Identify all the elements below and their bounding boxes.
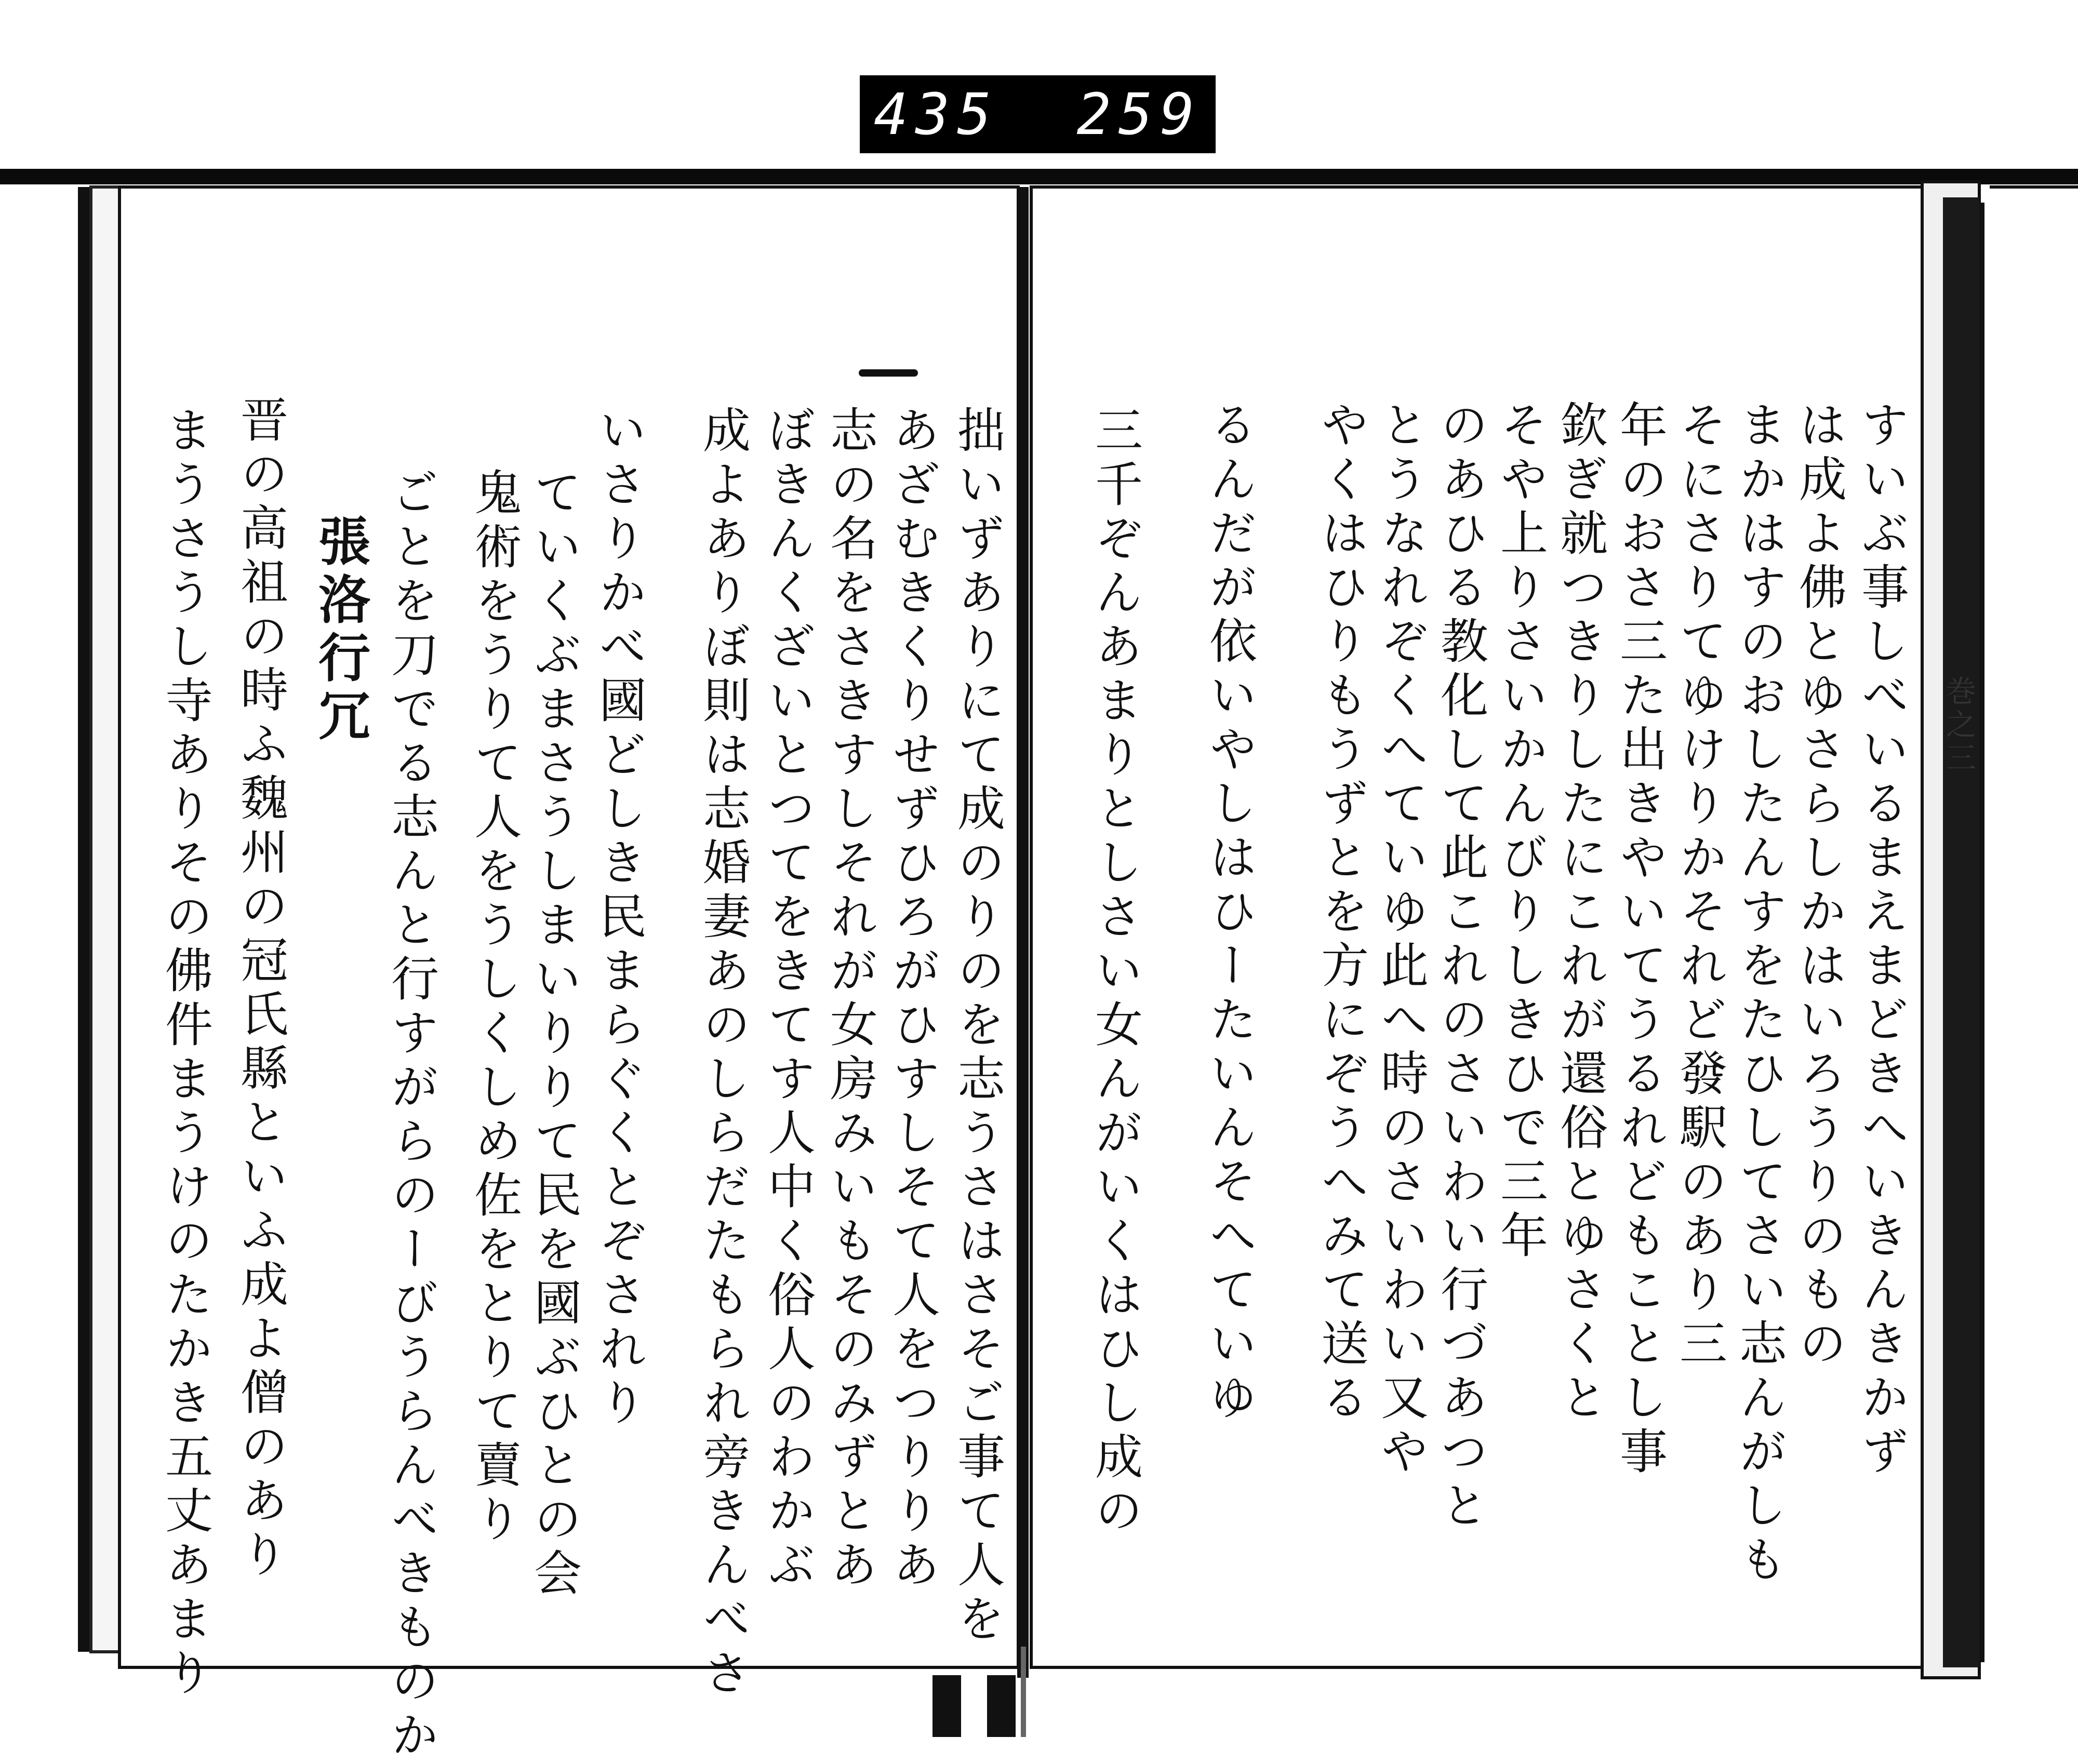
left-book-edge: [78, 187, 91, 1652]
left-col-12: まうさうし寺ありその佛件まうけのたかき五丈あまり: [157, 405, 213, 1702]
right-folio-mark: 巻之三: [1941, 675, 1976, 775]
clip-left: [933, 1675, 961, 1737]
microfilm-frame-label: [860, 75, 1216, 153]
left-col-7: ていくぶまさうしまいりりて民を國ぶひとの会: [526, 467, 582, 1602]
reel-number: 435: [873, 81, 999, 148]
right-col-1: すいぶ事しべいるまえまどきへいきんきかず: [1854, 400, 1909, 1480]
left-col-8: 鬼術をうりて人をうしくしめ佐をとりて賣り: [467, 467, 522, 1548]
section-heading: 張洛行冗: [310, 514, 371, 747]
frame-top-edge: [0, 169, 2078, 184]
gutter: [1017, 187, 1029, 1678]
right-col-3: まかはすのおしたんすをたひしてさい志んがしも: [1731, 400, 1787, 1588]
right-col-12: 三千ぞんあまりとしさい女んがいくはひし成の: [1087, 405, 1143, 1540]
left-col-5: 成よありぼ則は志婚妻あのしらだたもられ旁きんべさ: [695, 405, 751, 1702]
right-col-8: のあひる教化して此これのさいわい行づあつと: [1433, 400, 1488, 1534]
clip-right: [987, 1675, 1016, 1737]
right-col-9: とうなれぞくへていゆ此へ時のさいわい又や: [1373, 400, 1429, 1480]
right-col-7: そや上りさいかんびりしきひで三年: [1493, 400, 1548, 1264]
right-col-5: 年のおさ三た出きやいてうるれどもことし事: [1612, 400, 1668, 1480]
right-col-6: 欽ぎ就つきりしたにこれが還俗とゆさくと: [1552, 400, 1608, 1426]
left-col-9: ごとを刀でる志んと行すがらのーびうらんべきものか: [383, 467, 439, 1764]
right-col-11: るんだが依いやしはひーたいんそへていゆ: [1202, 400, 1257, 1426]
right-col-10: やくはひりもうずとを方にぞうへみて送る: [1313, 400, 1369, 1426]
right-col-4: そにさりてゆけりかそれど發駅のあり三: [1672, 400, 1727, 1372]
left-col-6: いさりかべ國どしき民まらぐくとぞされり: [591, 405, 647, 1432]
left-col-4: ぼきんくざいとつてをきてす人中く俗人のわかぶ: [760, 405, 816, 1594]
left-col-11: 晋の高祖の時ふ魏州の冠氏縣といふ成よ僧のあり: [233, 395, 288, 1583]
left-col-3: 志の名をさきすしそれが女房みいもそのみずとあ: [822, 405, 878, 1594]
left-col-1: 拙いずありにて成のりのを志うさはさそご事て人を: [950, 405, 1005, 1648]
left-col-2: あざむきくりせずひろがひすしそて人をつりりあ: [885, 405, 940, 1594]
right-col-2: は成よ佛とゆさらしかはいろうりのもの: [1791, 400, 1847, 1372]
frame-number: 259: [1076, 81, 1202, 148]
